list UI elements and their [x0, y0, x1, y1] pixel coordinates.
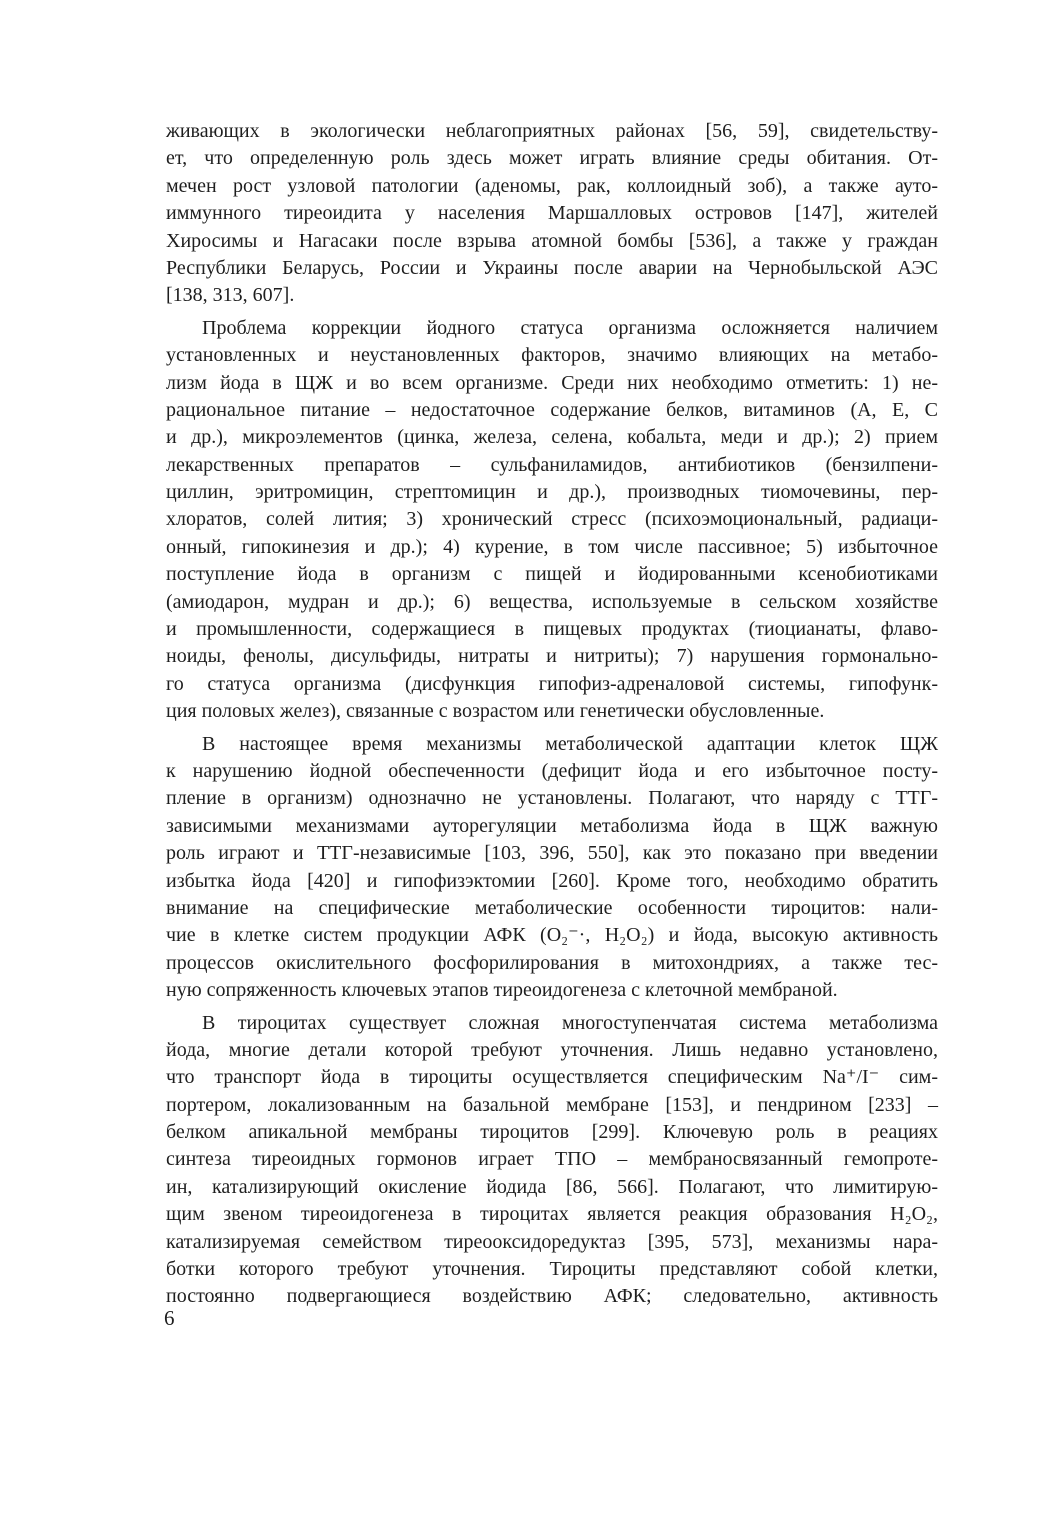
paragraph	[166, 118, 938, 310]
paragraph	[166, 1010, 938, 1311]
body-text	[166, 118, 938, 1311]
page-number: 6	[164, 1306, 175, 1330]
text-line: го статуса организма (дисфункция гипофиз-адреналовой системы, гипофунк-	[166, 672, 938, 695]
text-line: чие в клетке систем продукции АФК (O₂⁻·, H₂O₂) и йода, высокую активность	[166, 924, 938, 947]
text-line: онный, гипокинезия и др.); 4) курение, в том числе пассивное; 5) избыточное	[166, 535, 938, 558]
text-line: ин, катализирующий окисление йодида [86, 566]. Полагают, что лимитирую-	[166, 1175, 938, 1198]
text-line: внимание на специфические метаболические особенности тироцитов: нали-	[166, 896, 938, 919]
text-line: (амиодарон, мудран и др.); 6) вещества, используемые в сельском хозяйстве	[166, 590, 938, 613]
text-line: ботки которого требуют уточнения. Тироциты представляют собой клетки,	[166, 1258, 938, 1281]
text-line: поступление йода в организм с пищей и йодированными ксенобиотиками	[166, 563, 938, 586]
text-line: установленных и неустановленных факторов, значимо влияющих на метабо-	[166, 344, 938, 367]
text-line: зависимыми механизмами ауторегуляции метаболизма йода в ЩЖ важную	[166, 814, 938, 837]
text-line: рациональное питание – недостаточное содержание белков, витаминов (А, Е, С	[166, 398, 938, 421]
text-line: избытка йода [420] и гипофизэктомии [260]. Кроме того, необходимо обратить	[166, 869, 938, 892]
text-line: В тироцитах существует сложная многоступенчатая система метаболизма	[202, 1011, 938, 1034]
text-line: и др.), микроэлементов (цинка, железа, селена, кобальта, меди и др.); 2) прием	[166, 426, 938, 449]
text-line: и промышленности, содержащиеся в пищевых продуктах (тиоцианаты, флаво-	[166, 618, 938, 641]
text-line: йода, многие детали которой требуют уточнения. Лишь недавно установлено,	[166, 1038, 938, 1061]
text-line: катализируемая семейством тиреооксидоредуктаз [395, 573], механизмы нара-	[166, 1230, 938, 1253]
text-line: роль играют и ТТГ-независимые [103, 396, 550], как это показано при введении	[166, 842, 938, 865]
text-line: синтеза тиреоидных гормонов играет ТПО – мембраносвязанный гемопроте-	[166, 1148, 938, 1171]
text-line: ция половых желез), связанные с возрастом или генетически обусловленные.	[166, 700, 825, 723]
text-line: живающих в экологически неблагоприятных районах [56, 59], свидетельству-	[166, 120, 938, 142]
text-line: Проблема коррекции йодного статуса организма осложняется наличием	[202, 316, 938, 339]
text-line: что транспорт йода в тироциты осуществляется специфическим Na⁺/I⁻ сим-	[166, 1066, 938, 1089]
text-line: циллин, эритромицин, стрептомицин и др.), производных тиомочевины, пер-	[166, 481, 938, 504]
text-line: к нарушению йодной обеспеченности (дефицит йода и его избыточное посту-	[166, 759, 938, 782]
text-line: Хиросимы и Нагасаки после взрыва атомной бомбы [536], а также у граждан	[166, 229, 938, 252]
paragraph	[166, 731, 938, 1005]
text-line: иммунного тиреоидита у населения Маршалловых островов [147], жителей	[166, 202, 938, 225]
text-line: хлоратов, солей лития; 3) хронический стресс (психоэмоциональный, радиаци-	[166, 508, 938, 531]
text-line: постоянно подвергающиеся воздействию АФК; следовательно, активность	[166, 1285, 938, 1308]
text-line: ет, что определенную роль здесь может играть влияние среды обитания. От-	[166, 147, 938, 170]
text-line: щим звеном тиреоидогенеза в тироцитах является реакция образования H₂O₂,	[166, 1203, 938, 1226]
text-line: ноиды, фенолы, дисульфиды, нитраты и нитриты); 7) нарушения гормонально-	[166, 645, 938, 668]
text-line: белком апикальной мембраны тироцитов [299]. Ключевую роль в реациях	[166, 1121, 938, 1144]
text-line: мечен рост узловой патологии (аденомы, рак, коллоидный зоб), а также ауто-	[166, 174, 938, 197]
text-line: лизм йода в ЩЖ и во всем организме. Среди них необходимо отметить: 1) не-	[166, 371, 938, 394]
text-line: портером, локализованным на базальной мембране [153], и пендрином [233] –	[166, 1093, 938, 1116]
text-line: [138, 313, 607].	[166, 284, 295, 307]
text-line: процессов окислительного фосфорилирования в митохондриях, а также тес-	[166, 951, 938, 974]
text-line: Республики Беларусь, России и Украины после аварии на Чернобыльской АЭС	[166, 256, 938, 279]
text-line: лекарственных препаратов – сульфаниламидов, антибиотиков (бензилпени-	[166, 453, 938, 476]
paragraph	[166, 315, 938, 726]
text-line: ную сопряженность ключевых этапов тиреоидогенеза с клеточной мембраной.	[166, 979, 838, 1002]
text-line: пление в организм) однозначно не установлены. Полагают, что наряду с ТТГ-	[166, 787, 938, 810]
text-line: В настоящее время механизмы метаболической адаптации клеток ЩЖ	[202, 732, 938, 755]
